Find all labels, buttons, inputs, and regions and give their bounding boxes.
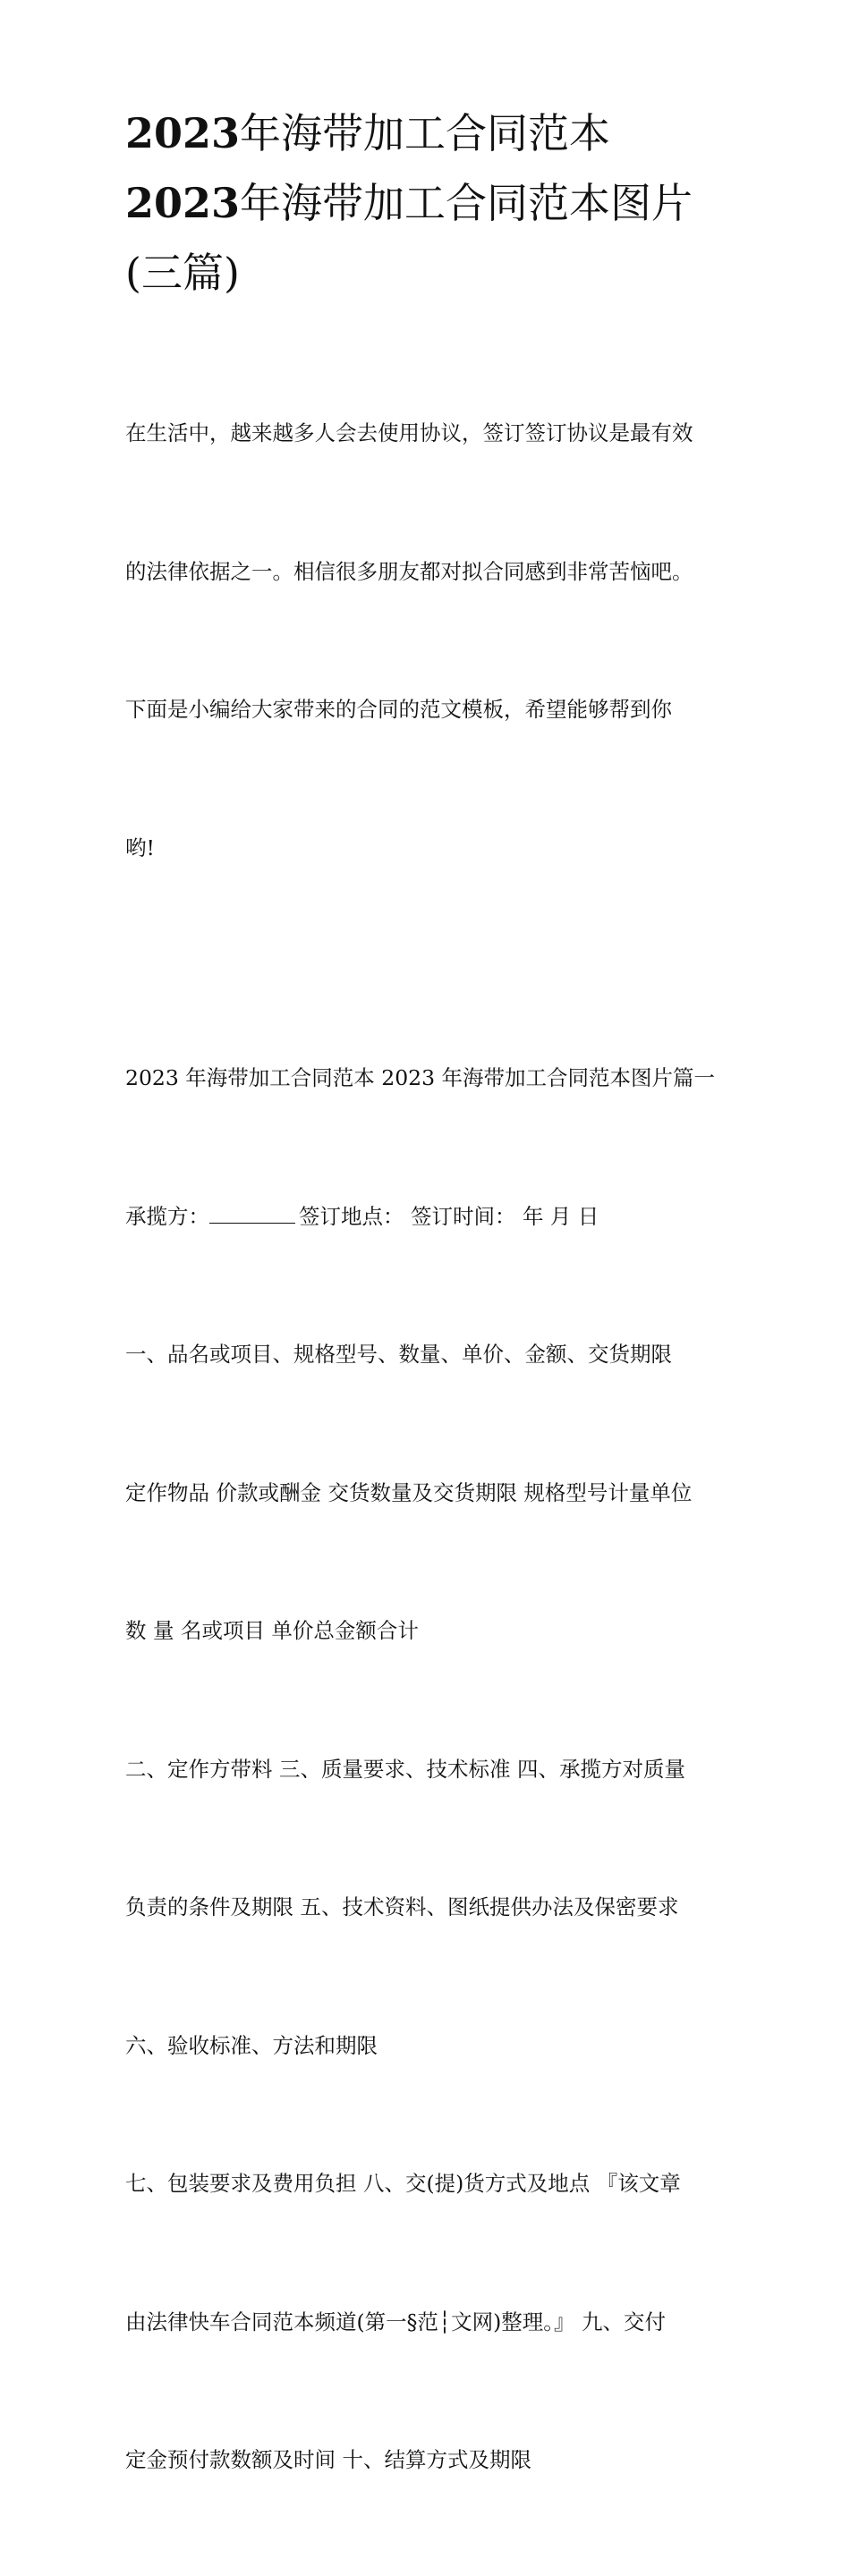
body-line: 定金预付款数额及时间 十、结算方式及期限	[125, 2447, 531, 2472]
document-title	[125, 98, 734, 308]
party-label: 承揽方：	[125, 1203, 209, 1229]
intro-line: 哟!	[125, 835, 155, 860]
body-line: 定作物品 价款或酬金 交货数量及交货期限 规格型号计量单位	[125, 1479, 693, 1505]
title-year: 2023	[125, 109, 241, 157]
title-text: 年海带加工合同范本图片	[240, 179, 693, 227]
title-line-1	[125, 98, 734, 168]
title-line-3	[125, 238, 734, 308]
title-text: (三篇)	[125, 249, 240, 297]
title-text: 年海带加工合同范本	[240, 109, 611, 157]
contract-body	[125, 963, 734, 2576]
title-line-2	[125, 168, 734, 238]
intro-paragraph	[125, 318, 734, 963]
body-line: 由法律快车合同范本频道(第一§范┆文网)整理。』 九、交付	[125, 2309, 666, 2334]
document-page	[125, 98, 734, 2576]
section-heading: 2023 年海带加工合同范本 2023 年海带加工合同范本图片篇一	[125, 1065, 716, 1090]
party-line	[125, 1194, 734, 1241]
body-line: 一、品名或项目、规格型号、数量、单价、金额、交货期限	[125, 1342, 672, 1367]
intro-line: 的法律依据之一。相信很多朋友都对拟合同感到非常苦恼吧。	[125, 558, 693, 584]
title-year: 2023	[125, 179, 241, 227]
intro-line: 下面是小编给大家带来的合同的范文模板，希望能够帮到你	[125, 697, 672, 722]
intro-line: 在生活中，越来越多人会去使用协议，签订签订协议是最有效	[125, 420, 693, 445]
body-line: 六、验收标准、方法和期限	[125, 2032, 378, 2058]
body-line: 数 量 名或项目 单价总金额合计	[125, 1618, 419, 1643]
body-line: 二、定作方带料 三、质量要求、技术标准 四、承揽方对质量	[125, 1756, 685, 1782]
body-line: 七、包装要求及费用负担 八、交(提)货方式及地点 『该文章	[125, 2171, 681, 2196]
party-suffix: 签订地点： 签订时间： 年 月 日	[299, 1203, 599, 1229]
blank-field	[209, 1201, 295, 1224]
body-line: 负责的条件及期限 五、技术资料、图纸提供办法及保密要求	[125, 1894, 679, 1919]
